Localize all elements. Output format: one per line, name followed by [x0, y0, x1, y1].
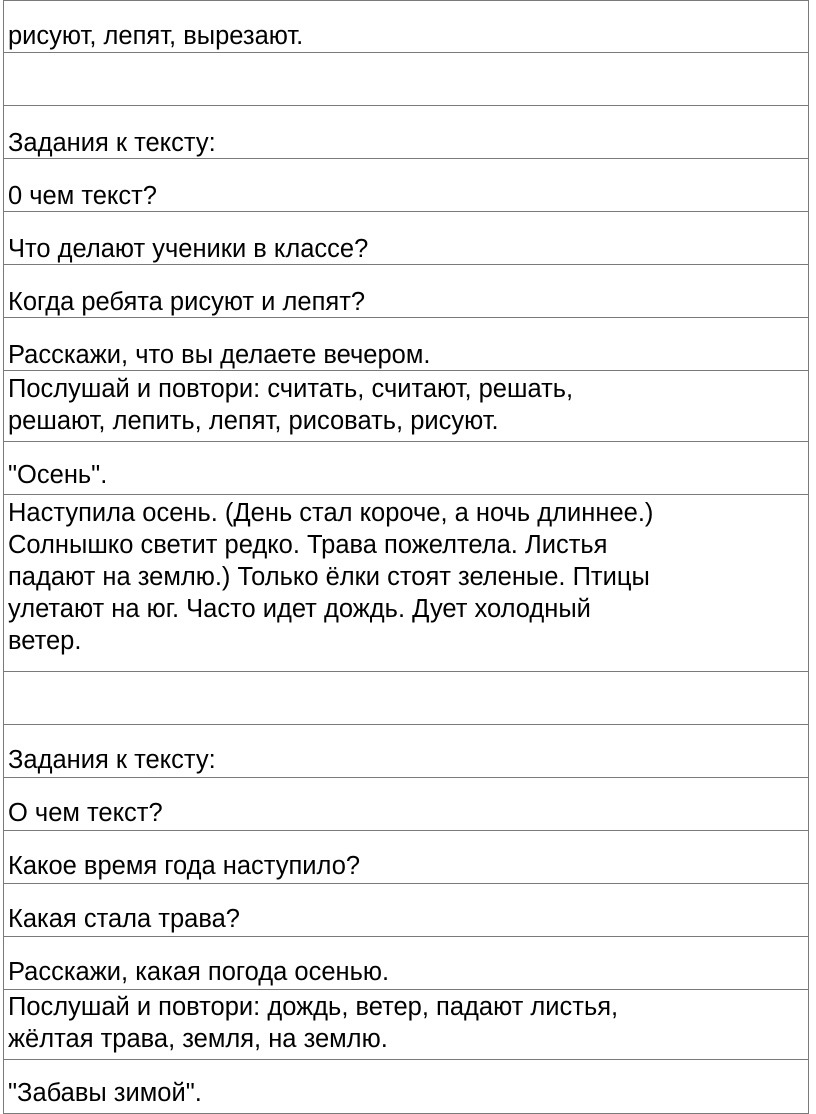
question-row	[3, 778, 809, 831]
task-text-line: Послушай и повтори: считать, считают, решать,	[8, 375, 574, 403]
task-row	[3, 990, 809, 1060]
story-title: "Забавы зимой".	[8, 1079, 202, 1107]
task-row	[3, 371, 809, 442]
task-text-line: Послушай и повтори: дождь, ветер, падают листья,	[8, 993, 619, 1021]
task-row	[3, 318, 809, 371]
empty-row	[3, 672, 809, 725]
question-text: Какое время года наступило?	[8, 852, 361, 880]
question-text: 0 чем текст?	[8, 182, 157, 210]
question-text: О чем текст?	[8, 799, 163, 827]
question-text: Когда ребята рисуют и лепят?	[8, 288, 366, 316]
section-heading: Задания к тексту:	[8, 746, 216, 774]
empty-row	[3, 53, 809, 106]
question-row	[3, 265, 809, 318]
question-row	[3, 831, 809, 884]
question-row	[3, 884, 809, 937]
question-text: Что делают ученики в классе?	[8, 235, 369, 263]
section-heading: Задания к тексту:	[8, 129, 216, 157]
title-row	[3, 1060, 809, 1114]
task-text-line: решают, лепить, лепят, рисовать, рисуют.	[8, 407, 499, 435]
story-line: Солнышко светит редко. Трава пожелтела. Листья	[8, 531, 608, 559]
text-line: рисуют, лепят, вырезают.	[8, 22, 304, 50]
task-text: Расскажи, какая погода осенью.	[8, 958, 390, 986]
question-row	[3, 159, 809, 212]
story-title: "Осень".	[8, 461, 108, 489]
story-line: падают на землю.) Только ёлки стоят зеленые. Птицы	[8, 563, 650, 591]
question-text: Какая стала трава?	[8, 905, 240, 933]
story-line: улетают на юг. Часто идет дождь. Дует холодный	[8, 595, 591, 623]
title-row	[3, 442, 809, 495]
text-row	[3, 0, 809, 53]
section-heading-row	[3, 725, 809, 778]
story-line: Наступила осень. (День стал короче, а ночь длиннее.)	[8, 499, 654, 527]
section-heading-row	[3, 106, 809, 159]
story-row	[3, 495, 809, 672]
task-text-line: жёлтая трава, земля, на землю.	[8, 1025, 388, 1053]
task-text: Расскажи, что вы делаете вечером.	[8, 341, 431, 369]
story-line: ветер.	[8, 627, 82, 655]
question-row	[3, 212, 809, 265]
task-row	[3, 937, 809, 990]
